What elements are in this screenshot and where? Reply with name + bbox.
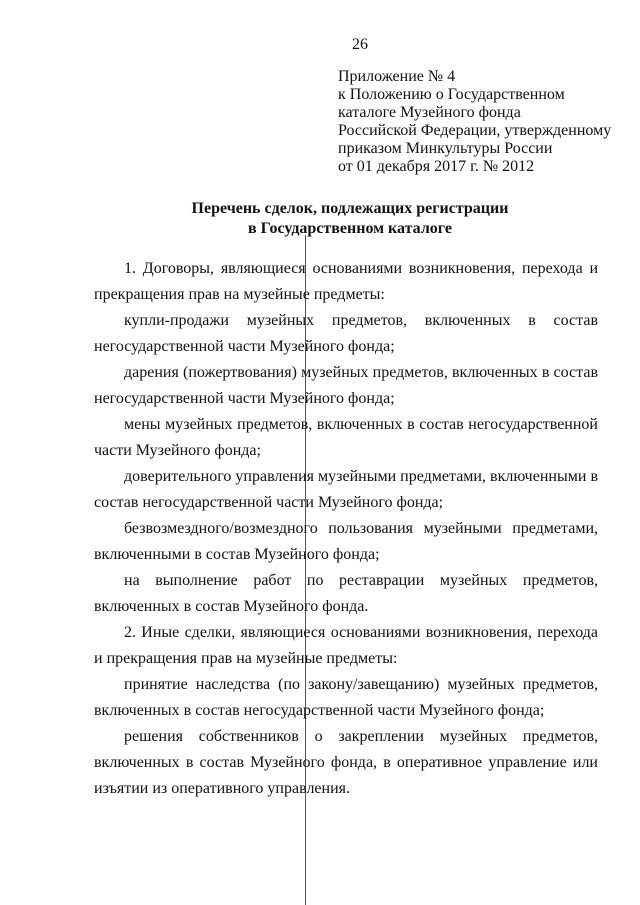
paragraph: решения собственников о закреплении музейных предметов, включенных в состав Музейного фонда, в оперативное управление или изъятии из оперативного управления.: [94, 728, 598, 797]
paragraph: 2. Иные сделки, являющиеся основаниями возникновения, перехода и прекращения прав на музейные предметы:: [94, 624, 598, 667]
paragraph: доверительного управления музейными предметами, включенными в состав негосударственной части Музейного фонда;: [94, 468, 598, 511]
paragraph: безвозмездного/возмездного пользования музейными предметами, включенными в состав Музейного фонда;: [94, 520, 598, 563]
document-title: [0, 199, 640, 239]
paragraph: на выполнение работ по реставрации музейных предметов, включенных в состав Музейного фонда.: [94, 572, 598, 615]
page-number: 26: [352, 36, 368, 53]
paragraph: мены музейных предметов, включенных в состав негосударственной части Музейного фонда;: [94, 416, 598, 459]
appendix-line: Российской Федерации, утвержденному: [338, 122, 612, 139]
appendix-header: [338, 68, 628, 176]
appendix-line: к Положению о Государственном: [338, 86, 565, 103]
appendix-line: приказом Минкультуры России: [338, 140, 553, 157]
document-body: [94, 256, 598, 802]
paragraph: принятие наследства (по закону/завещанию) музейных предметов, включенных в состав негосударственной части Музейного фонда;: [94, 676, 598, 719]
paragraph: 1. Договоры, являющиеся основаниями возникновения, перехода и прекращения прав на музейные предметы:: [94, 260, 598, 303]
appendix-line: от 01 декабря 2017 г. № 2012: [338, 158, 535, 175]
title-line-1: Перечень сделок, подлежащих регистрации: [191, 200, 509, 217]
paragraph: купли-продажи музейных предметов, включенных в состав негосударственной части Музейного фонда;: [94, 312, 598, 355]
paragraph: дарения (пожертвования) музейных предметов, включенных в состав негосударственной части Музейного фонда;: [94, 364, 598, 407]
appendix-line: Приложение № 4: [338, 68, 456, 85]
title-line-2: в Государственном каталоге: [248, 220, 452, 237]
appendix-line: каталоге Музейного фонда: [338, 104, 521, 121]
